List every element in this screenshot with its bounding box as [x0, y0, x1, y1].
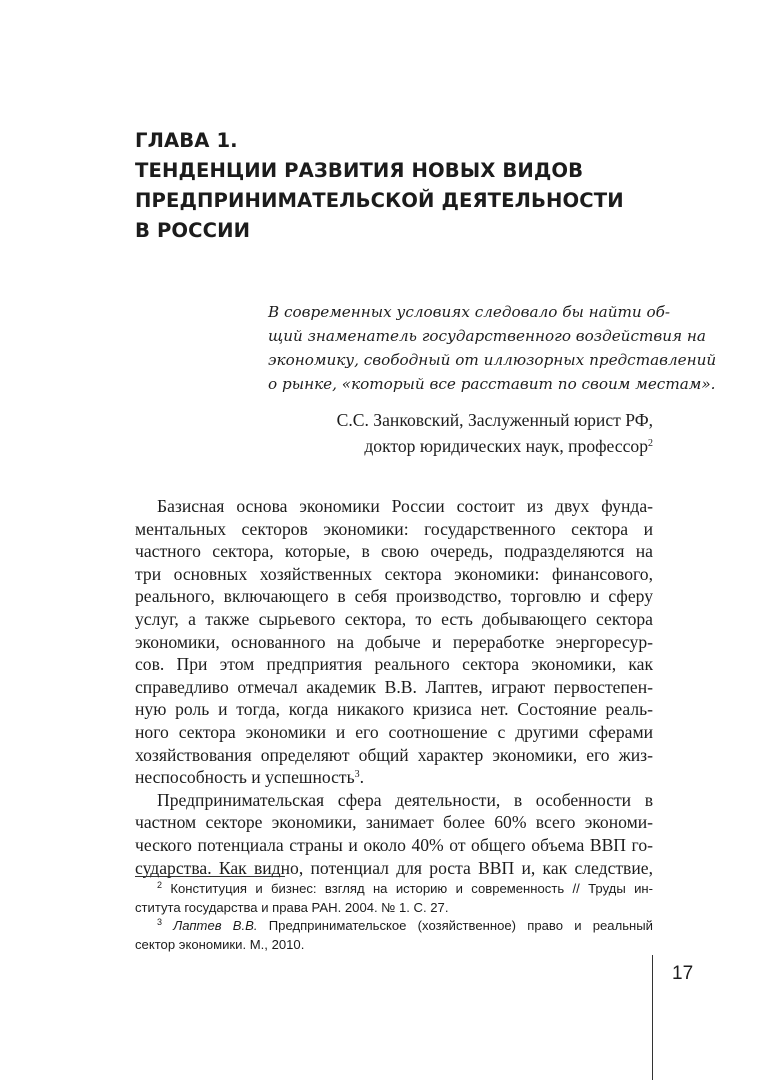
page-number: 17 — [672, 963, 694, 984]
text-line: Базисная основа экономики России состоит из двух фунда- — [157, 496, 653, 516]
attribution-line: С.С. Занковский, Заслуженный юрист РФ, — [336, 410, 653, 430]
footnote-divider — [135, 876, 285, 877]
footnote-line: сектор экономики. М., 2010. — [135, 936, 305, 952]
text-line — [135, 766, 653, 789]
text-line: сов. При этом предприятия реального сектора экономики, как — [135, 654, 653, 675]
text-line-content: неспособность и успешность — [135, 767, 355, 788]
text-line: справедливо отмечал академик В.В. Лаптев, играют первостепен- — [135, 676, 653, 697]
chapter-number: ГЛАВА 1. — [135, 129, 238, 152]
text-line: хозяйствования определяют общий характер экономики, его жиз- — [135, 744, 653, 765]
footnote-ref-2[interactable]: 2 — [648, 438, 653, 449]
epigraph-line: о рынке, «который все расставит по своим местам». — [268, 375, 716, 393]
epigraph-line: экономику, свободный от иллюзорных представлений — [268, 351, 717, 369]
footnote-line — [135, 917, 653, 936]
page-number-divider — [652, 955, 653, 1080]
text-line: услуг, а также сырьевого сектора, то есть добывающего сектора — [135, 608, 653, 629]
text-line: реального, включающего в себя производство, торговлю и сферу — [135, 586, 653, 607]
text-line: ную роль и тогда, когда никакого кризиса нет. Состояние реаль- — [135, 699, 653, 720]
text-line: сударства. Как видно, потенциал для роста ВВП и, как следствие, — [135, 857, 653, 878]
footnote-mark: 2 — [157, 880, 163, 890]
text-line: экономики, основанного на добыче и переработке энергоресур- — [135, 631, 653, 652]
paragraph-1 — [135, 495, 653, 789]
epigraph — [268, 300, 717, 396]
footnote-mark: 3 — [157, 917, 163, 928]
footnote-3 — [135, 917, 653, 954]
paragraph-2 — [135, 789, 653, 879]
chapter-title-line: В РОССИИ — [135, 219, 251, 242]
footnote-2 — [135, 880, 653, 917]
text-line: частном секторе экономики, занимает более 60% всего экономи- — [135, 812, 653, 833]
footnote-author: Лаптев В.В. — [173, 918, 258, 934]
text-line: частного сектора, которые, в свою очередь, подразделяются на — [135, 541, 653, 562]
attribution-text: доктор юридических наук, профессор — [364, 436, 648, 456]
footnotes — [135, 880, 653, 954]
epigraph-attribution — [268, 407, 653, 459]
footnote-ref-3[interactable]: 3 — [354, 769, 360, 781]
footnote-line — [135, 880, 653, 899]
epigraph-line: щий знаменатель государственного воздействия на — [268, 327, 706, 345]
footnote-line: ститута государства и права РАН. 2004. № 1. С. 27. — [135, 899, 449, 915]
attribution-line — [268, 433, 653, 459]
footnote-text: Предпринимательское (хозяйственное) право и реальный — [257, 918, 653, 934]
footnote-text: Конституция и бизнес: взгляд на историю и современность // Труды ин- — [170, 881, 654, 896]
text-line: ческого потенциала страны и около 40% от общего объема ВВП го- — [135, 834, 653, 855]
text-line: ного сектора экономики и его соотношение с другими сферами — [135, 721, 653, 742]
chapter-title-line: ПРЕДПРИНИМАТЕЛЬСКОЙ ДЕЯТЕЛЬНОСТИ — [135, 189, 624, 212]
text-line: Предпринимательская сфера деятельности, в особенности в — [157, 789, 653, 810]
text-line: три основных хозяйственных сектора экономики: финансового, — [135, 563, 653, 584]
chapter-title — [135, 126, 695, 246]
text-line: ментальных секторов экономики: государственного сектора и — [135, 518, 653, 539]
epigraph-line: В современных условиях следовало бы найти об- — [268, 303, 671, 321]
chapter-title-line: ТЕНДЕНЦИИ РАЗВИТИЯ НОВЫХ ВИДОВ — [135, 159, 584, 182]
body-text — [135, 495, 653, 879]
period: . — [359, 767, 365, 788]
